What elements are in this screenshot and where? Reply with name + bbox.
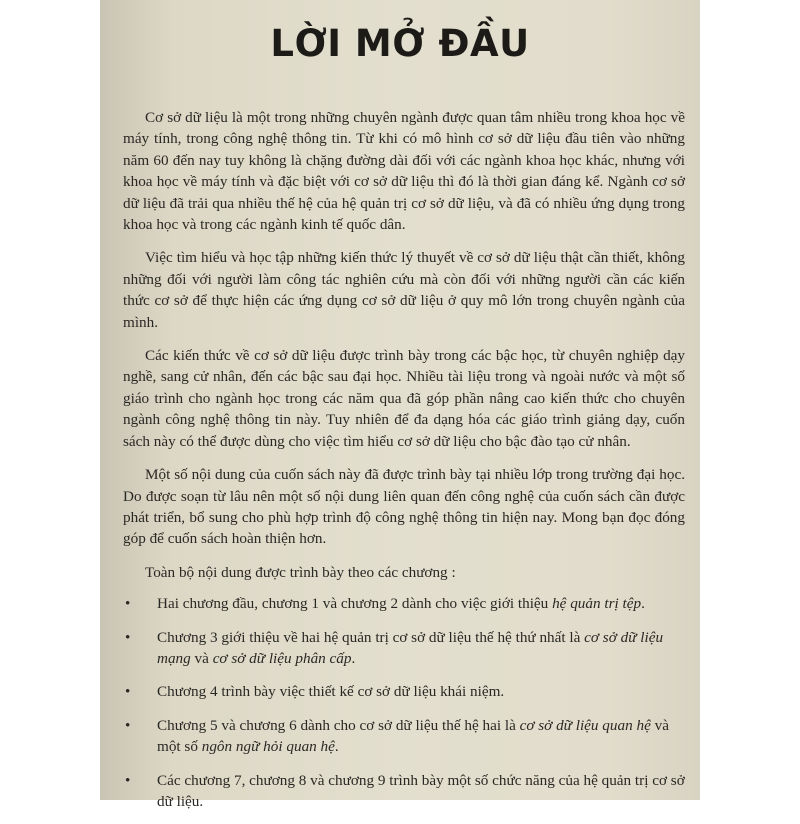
list-item: • Hai chương đầu, chương 1 và chương 2 dành cho việc giới thiệu hệ quản trị tệp. — [123, 593, 685, 614]
bullet-icon: • — [125, 771, 131, 789]
list-item: • Chương 5 và chương 6 dành cho cơ sở dữ liệu thế hệ hai là cơ sở dữ liệu quan hệ và một số ngôn ngữ hỏi quan hệ. — [125, 716, 669, 756]
paragraph-1: Cơ sở dữ liệu là một trong những chuyên ngành được quan tâm nhiều trong khoa học về máy tính, trong công nghệ thông tin. Từ khi có mô hình cơ sở dữ liệu đầu tiên vào những năm 60 đến nay tuy không là chặng đường dài đối với các ngành khoa học khác, nhưng với khoa học về máy tính và đặc biệt với cơ sở dữ liệu thì đó là thời gian đáng kể. Ngành cơ sở dữ liệu đã trải qua nhiều thế hệ của hệ quản trị cơ sở dữ liệu, và đã có nhiều ứng dụng trong khoa học và trong các ngành kinh tế quốc dân. — [123, 109, 685, 234]
paragraph-2: Việc tìm hiểu và học tập những kiến thức lý thuyết về cơ sở dữ liệu thật cần thiết, không những đối với người làm công tác nghiên cứu mà còn đối với những người cần các kiến thức cơ sở để thực hiện các ứng dụng cơ sở dữ liệu ở quy mô lớn trong chuyên ngành của mình. — [123, 249, 685, 331]
list-item: • Chương 3 giới thiệu về hai hệ quản trị cơ sở dữ liệu thế hệ thứ nhất là cơ sở dữ liệu mạng và cơ sở dữ liệu phân cấp. — [125, 628, 664, 667]
book-page — [100, 0, 700, 810]
preface-body — [123, 107, 685, 824]
chapters-intro: Toàn bộ nội dung được trình bày theo các chương : — [145, 563, 456, 581]
list-item: • Chương 4 trình bày việc thiết kế cơ sở dữ liệu khái niệm. — [123, 681, 685, 702]
list-item: • Các chương 7, chương 8 và chương 9 trình bày một số chức năng của hệ quản trị cơ sở dữ liệu. — [125, 771, 685, 810]
paragraph-4: Một số nội dung của cuốn sách này đã được trình bày tại nhiều lớp trong trường đại học. Do được soạn từ lâu nên một số nội dung liên quan đến công nghệ của cuốn sách cần được phát triển, bổ sung cho phù hợp trình độ công nghệ thông tin hiện nay. Mong bạn đọc đóng góp để cuốn sách hoàn thiện hơn. — [123, 466, 685, 548]
bullet-icon: • — [125, 628, 131, 646]
page-title: LỜI MỞ ĐẦU — [270, 22, 530, 65]
bullet-icon: • — [125, 683, 131, 701]
bullet-icon: • — [125, 595, 131, 613]
bullet-icon: • — [125, 716, 131, 734]
paragraph-3: Các kiến thức về cơ sở dữ liệu được trình bày trong các bậc học, từ chuyên nghiệp dạy nghề, sang cử nhân, đến các bậc sau đại học. Nhiều tài liệu trong và ngoài nước và một số giáo trình cho ngành học trong các năm qua đã góp phần nâng cao kiến thức cho chuyên ngành công nghệ thông tin này. Tuy nhiên để đa dạng hóa các giáo trình giảng dạy, cuốn sách này có thể được dùng cho việc tìm hiểu cơ sở dữ liệu cho bậc đào tạo cử nhân. — [123, 347, 685, 450]
chapter-list — [123, 593, 685, 812]
